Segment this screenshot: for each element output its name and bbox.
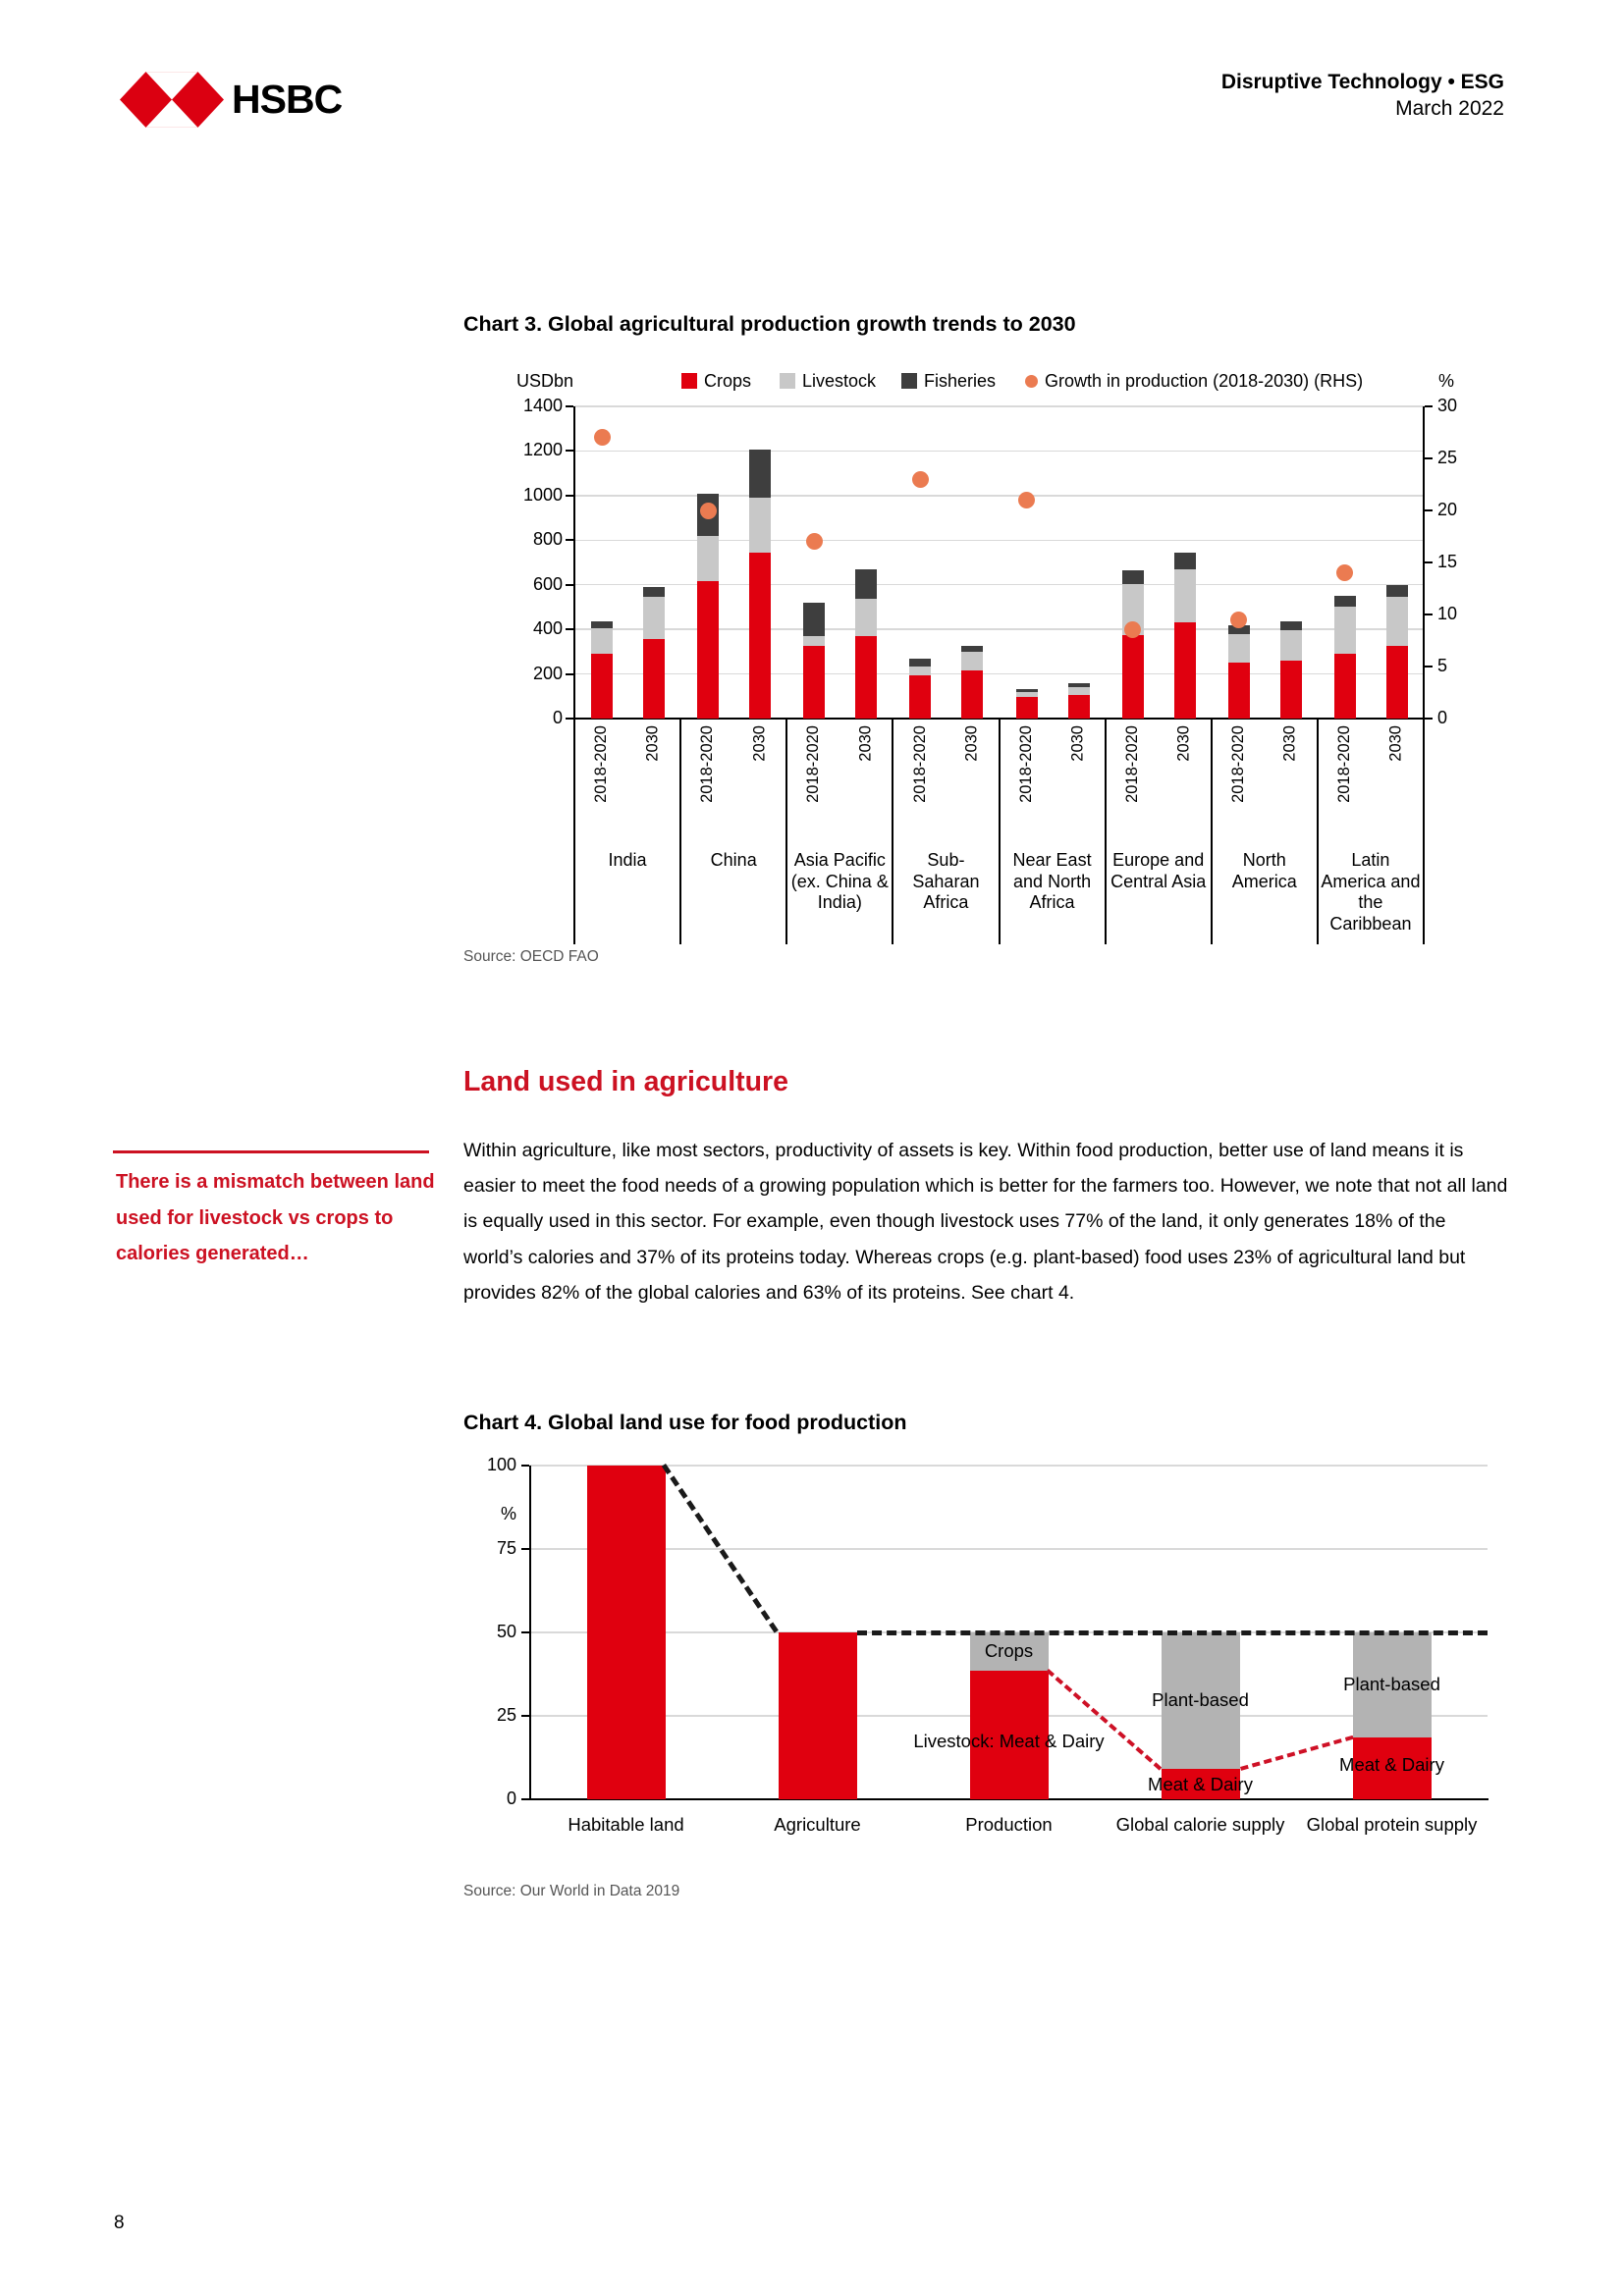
chart3-bar-segment-crops [643, 639, 665, 719]
bar-period-label: 2030 [1068, 725, 1087, 762]
left-axis-tick-label: 800 [532, 529, 563, 550]
left-axis-tick-label: 400 [532, 618, 563, 639]
chart3-bar-segment-livestock [643, 597, 665, 639]
bar-period-label: 2030 [644, 725, 663, 762]
chart3-bar-segment-crops [855, 636, 877, 719]
bar-period-label: 2018-2020 [910, 725, 929, 803]
chart3-bar-segment-fisheries [643, 587, 665, 597]
y-axis-tick [521, 1548, 529, 1550]
chart3-bar-segment-livestock [803, 636, 825, 646]
left-axis-line [573, 406, 575, 719]
segment-label-red: Meat & Dairy [1339, 1754, 1444, 1775]
chart3-bar-segment-livestock [961, 652, 983, 670]
sidebar-rule [113, 1150, 429, 1153]
growth-legend-dot-icon [1025, 375, 1038, 388]
chart3-source: Source: OECD FAO [463, 948, 599, 965]
y-axis-tick-label: 25 [496, 1705, 516, 1725]
y-axis-tick-label: 0 [506, 1789, 516, 1808]
group-separator [785, 719, 787, 944]
segment-label-gray: Plant-based [1152, 1688, 1249, 1710]
chart3-bar-segment-crops [1228, 663, 1250, 719]
y-axis-tick [521, 1715, 529, 1717]
right-axis-tick [1425, 457, 1433, 459]
group-label: Latin America and the Caribbean [1321, 850, 1421, 934]
sidebar-note-text: There is a mismatch between land used for livestock vs crops to calories generated… [116, 1171, 435, 1264]
chart3-bar-segment-livestock [855, 599, 877, 635]
segment-label-gray: Plant-based [1343, 1673, 1440, 1694]
chart3-bar-segment-crops [803, 646, 825, 719]
group-label: Near East and North Africa [1012, 850, 1092, 912]
left-axis-tick-label: 200 [532, 663, 563, 683]
category-label: Agriculture [774, 1814, 861, 1835]
bar-period-label: 2030 [856, 725, 875, 762]
chart3-bar-segment-fisheries [749, 450, 771, 498]
legend-item-growth [1025, 371, 1363, 392]
livestock-legend-swatch-icon [780, 373, 795, 389]
group-separator [573, 719, 575, 944]
y-axis-tick-label: 75 [496, 1538, 516, 1558]
chart3-bar-segment-crops [1068, 695, 1090, 719]
bar-period-label: 2030 [1280, 725, 1299, 762]
bar-period-label: 2018-2020 [1335, 725, 1353, 803]
right-axis-tick-label: 0 [1437, 708, 1448, 727]
chart3-bar-segment-livestock [1174, 569, 1196, 623]
legend-label: Growth in production (2018-2030) (RHS) [1045, 371, 1364, 391]
crops-legend-swatch-icon [681, 373, 697, 389]
right-axis-tick-label: 5 [1437, 656, 1448, 675]
group-label: China [710, 850, 757, 870]
bar-period-label: 2030 [962, 725, 981, 762]
chart3-bar-segment-fisheries [1334, 596, 1356, 607]
chart3-bar-segment-livestock [1228, 634, 1250, 664]
group-separator [679, 719, 681, 944]
right-axis-tick [1425, 666, 1433, 667]
growth-dot [806, 533, 823, 550]
right-axis-tick [1425, 405, 1433, 407]
right-axis-tick-label: 25 [1437, 448, 1458, 467]
group-separator [1211, 719, 1213, 944]
chart3-bar-segment-crops [1280, 661, 1302, 719]
chart3-bar-segment-livestock [1280, 630, 1302, 661]
y-axis-tick-label: 50 [496, 1622, 516, 1641]
chart3-bar-segment-livestock [749, 498, 771, 553]
chart3-bar-segment-crops [961, 670, 983, 719]
chart3-left-axis-unit: USDbn [516, 371, 574, 391]
chart3-bar-segment-fisheries [803, 603, 825, 636]
bar-period-label: 2030 [1174, 725, 1193, 762]
left-axis-tick-label: 1400 [522, 396, 563, 415]
y-axis-tick [521, 1631, 529, 1633]
chart3-bar-segment-fisheries [855, 569, 877, 600]
category-label: Production [965, 1814, 1053, 1835]
header-right [1221, 69, 1504, 122]
left-axis-tick-label: 0 [552, 708, 563, 727]
chart3-bar-segment-fisheries [591, 621, 613, 628]
chart3-title: Chart 3. Global agricultural production growth trends to 2030 [463, 312, 1076, 336]
chart3-bar-segment-crops [909, 675, 931, 719]
segment-label-gray: Crops [984, 1639, 1034, 1661]
chart3-bar-segment-fisheries [1068, 683, 1090, 688]
chart3-bar-segment-crops [1016, 697, 1038, 719]
right-axis-tick [1425, 509, 1433, 511]
chart3-bar-segment-crops [1122, 635, 1144, 719]
group-separator [1105, 719, 1107, 944]
legend-label: Fisheries [924, 371, 997, 391]
growth-dot [1336, 564, 1353, 581]
chart3-bar-segment-fisheries [1280, 621, 1302, 630]
growth-dot [594, 429, 611, 446]
chart3-bar-segment-livestock [697, 536, 719, 582]
bar-period-label: 2018-2020 [1228, 725, 1247, 803]
chart3-bar-segment-livestock [591, 628, 613, 654]
chart3-bar-segment-crops [697, 581, 719, 719]
growth-dot [700, 503, 717, 519]
bar-period-label: 2018-2020 [804, 725, 823, 803]
chart3-bar-segment-fisheries [961, 646, 983, 652]
left-axis-tick [566, 539, 573, 541]
chart3-bar-segment-crops [1386, 646, 1408, 719]
left-axis-tick [566, 628, 573, 630]
bar-period-label: 2030 [1386, 725, 1405, 762]
category-label: Global protein supply [1306, 1814, 1478, 1835]
right-axis-tick-label: 30 [1437, 396, 1458, 415]
chart3-bar-segment-livestock [1334, 607, 1356, 654]
segment-label-red: Livestock: Meat & Dairy [913, 1731, 1105, 1752]
group-separator [892, 719, 893, 944]
legend-item-livestock [780, 371, 876, 392]
chart3-bar-segment-crops [1334, 654, 1356, 719]
growth-dot [912, 471, 929, 488]
legend-label: Livestock [802, 371, 877, 391]
page-number: 8 [114, 2213, 125, 2233]
chart3-bar-segment-livestock [1068, 687, 1090, 695]
bar-period-label: 2018-2020 [698, 725, 717, 803]
legend-item-fisheries [901, 371, 996, 392]
category-label: Global calorie supply [1115, 1814, 1285, 1835]
chart4-bar-red [587, 1466, 666, 1799]
group-separator [1423, 719, 1425, 944]
left-axis-tick [566, 495, 573, 497]
fisheries-legend-swatch-icon [901, 373, 917, 389]
chart3-bar-segment-fisheries [909, 659, 931, 667]
segment-label-red: Meat & Dairy [1148, 1774, 1253, 1795]
group-separator [1317, 719, 1319, 944]
chart4-canvas [452, 1443, 1551, 1904]
chart3-bar-segment-crops [591, 654, 613, 719]
group-separator [999, 719, 1001, 944]
chart3-bar-segment-livestock [1386, 597, 1408, 646]
chart3-canvas [452, 363, 1551, 987]
y-axis-line [529, 1466, 531, 1799]
right-axis-tick-label: 10 [1437, 604, 1458, 623]
y-axis-tick-label: 100 [486, 1455, 516, 1474]
chart3-bar-segment-fisheries [1016, 689, 1038, 692]
group-label: India [608, 850, 647, 870]
hsbc-logo-text: HSBC [232, 77, 343, 122]
legend-label: Crops [704, 371, 752, 391]
right-axis-tick [1425, 614, 1433, 615]
chart3-bar-segment-fisheries [1122, 570, 1144, 584]
gridline [530, 1465, 1488, 1467]
gridline [574, 451, 1424, 453]
chart4-title: Chart 4. Global land use for food production [463, 1411, 907, 1434]
left-axis-tick [566, 718, 573, 720]
chart4-y-axis-unit: % [500, 1504, 516, 1523]
gridline [574, 405, 1424, 407]
doc-title: Disruptive Technology • ESG [1220, 71, 1504, 93]
group-label: Sub-Saharan Africa [912, 850, 980, 912]
bar-period-label: 2018-2020 [1122, 725, 1141, 803]
bar-period-label: 2018-2020 [592, 725, 611, 803]
right-axis-tick-label: 15 [1437, 552, 1458, 571]
chart4-source: Source: Our World in Data 2019 [463, 1883, 680, 1899]
gridline [530, 1548, 1488, 1550]
chart3-bar-segment-fisheries [1174, 553, 1196, 569]
chart3-bar-segment-crops [749, 553, 771, 719]
y-axis-tick [521, 1798, 529, 1800]
left-axis-tick [566, 405, 573, 407]
doc-date: March 2022 [1395, 97, 1504, 120]
group-label: Asia Pacific (ex. China & India) [790, 850, 889, 912]
chart3-bar-segment-fisheries [1386, 585, 1408, 597]
left-axis-tick [566, 450, 573, 452]
left-axis-tick-label: 1200 [522, 440, 563, 460]
chart4-bar-red [779, 1632, 857, 1799]
chart3-bar-segment-livestock [1016, 692, 1038, 697]
left-axis-tick-label: 600 [532, 573, 563, 594]
growth-dot [1018, 492, 1035, 508]
right-axis-tick [1425, 561, 1433, 563]
left-axis-tick [566, 673, 573, 675]
right-axis-tick-label: 20 [1437, 500, 1458, 519]
hsbc-hexagon-icon [120, 72, 224, 128]
section-heading: Land used in agriculture [463, 1066, 788, 1097]
chart3-right-axis-unit: % [1438, 371, 1455, 391]
bar-period-label: 2018-2020 [1016, 725, 1035, 803]
red-dashed-line-descending [1046, 1669, 1162, 1770]
category-label: Habitable land [568, 1814, 684, 1835]
y-axis-tick [521, 1465, 529, 1467]
bar-period-label: 2030 [750, 725, 769, 762]
group-label: Europe and Central Asia [1110, 850, 1207, 891]
left-axis-tick [566, 584, 573, 586]
body-paragraph: Within agriculture, like most sectors, productivity of assets is key. Within food production, better use of land means it is easier to meet the food needs of a growing population which is better for the farmers too. However, we note that not all land is equally used in this sector. For example, even though livestock uses 77% of the land, it only generates 18% of the world’s calories and 37% of its proteins today. Whereas crops (e.g. plant-based) food uses 23% of agricultural land but provides 82% of the global calories and 63% of its proteins. See chart 4. [463, 1140, 1508, 1304]
chart3-bar-segment-crops [1174, 622, 1196, 719]
chart3-bar-segment-livestock [909, 667, 931, 675]
group-label: North America [1231, 850, 1297, 891]
right-axis-tick [1425, 718, 1433, 720]
left-axis-tick-label: 1000 [522, 484, 563, 505]
black-dashed-line-horizontal [857, 1630, 1489, 1635]
legend-item-crops [681, 371, 751, 392]
